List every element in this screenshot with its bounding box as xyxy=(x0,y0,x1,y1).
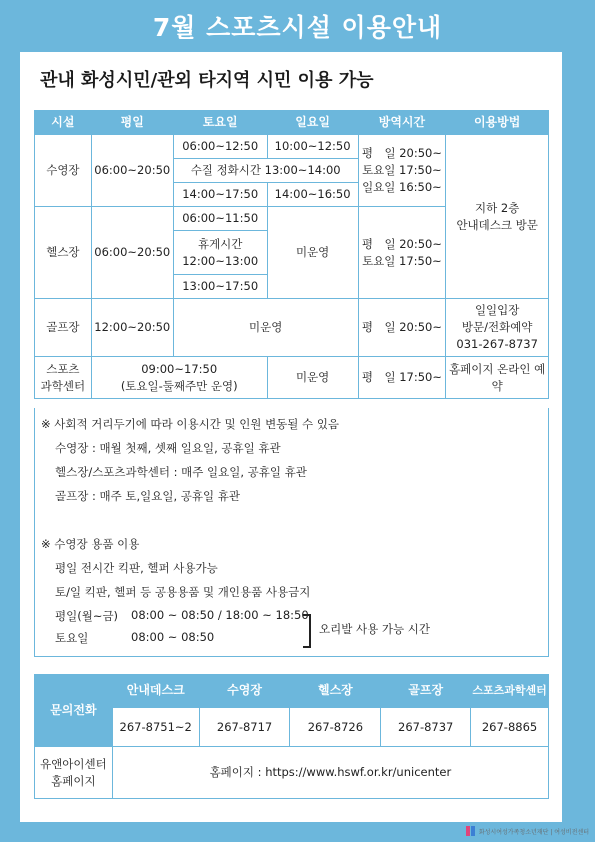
science-method: 홈페이지 온라인 예약 xyxy=(446,357,549,399)
phone-number: 267-8737 xyxy=(381,708,471,747)
science-disinfect: 평 일 17:50~ xyxy=(358,357,446,399)
bracket xyxy=(303,614,311,648)
golf-method-line: 031-267-8737 xyxy=(456,336,538,351)
science-hours-line: 09:00~17:50 xyxy=(141,361,218,376)
swim-sun1: 10:00~12:50 xyxy=(267,135,358,159)
swim-sat2: 14:00~17:50 xyxy=(173,183,267,207)
contact-header: 골프장 xyxy=(381,675,471,708)
phone-number: 267-8865 xyxy=(471,708,549,747)
header-method: 이용방법 xyxy=(446,111,549,135)
swim-sun2: 14:00~16:50 xyxy=(267,183,358,207)
method-line: 지하 2층 xyxy=(475,200,520,215)
note-gym-closed: 헬스장/스포츠과학센터 : 매주 일요일, 공휴일 휴관 xyxy=(55,465,307,479)
homepage-label-line: 유앤아이센터 xyxy=(40,756,107,771)
note-swim-items: ※ 수영장 용품 이용 xyxy=(41,537,140,551)
note-swim-closed: 수영장 : 매월 첫째, 셋째 일요일, 공휴일 휴관 xyxy=(55,441,281,455)
swim-disinfect-line: 토요일 17:50~ xyxy=(362,163,442,178)
note-golf-closed: 골프장 : 매주 토,일요일, 공휴일 휴관 xyxy=(55,489,240,503)
note-weekend-items: 토/일 킥판, 헬퍼 등 공용용품 및 개인용품 사용금지 xyxy=(55,585,311,599)
science-name xyxy=(35,357,92,399)
flipper-note: 오리발 사용 가능 시간 xyxy=(319,622,430,636)
page-title: 7월 스포츠시설 이용안내 xyxy=(152,13,443,42)
golf-weekend: 미운영 xyxy=(173,299,358,357)
swim-disinfect xyxy=(358,135,446,207)
gym-break-time: 12:00~13:00 xyxy=(182,253,259,268)
phone-number: 267-8726 xyxy=(290,708,381,747)
science-hours-note: (토요일-둘째주만 운영) xyxy=(120,378,238,393)
golf-weekday: 12:00~20:50 xyxy=(91,299,173,357)
golf-name: 골프장 xyxy=(35,299,92,357)
gym-name: 헬스장 xyxy=(35,207,92,299)
homepage-url[interactable]: 홈페이지 : https://www.hswf.or.kr/unicenter xyxy=(112,747,548,799)
org-name: 화성시여성가족청소년재단 | 여성비전센터 xyxy=(478,828,589,836)
gym-break-label: 휴게시간 xyxy=(197,236,243,251)
gym-disinfect-line: 평 일 20:50~ xyxy=(361,236,443,251)
note-weekday-items: 평일 전시간 킥판, 헬퍼 사용가능 xyxy=(55,561,218,575)
science-sunday: 미운영 xyxy=(267,357,358,399)
phone-number: 267-8717 xyxy=(199,708,290,747)
gym-sat2: 13:00~17:50 xyxy=(173,275,267,299)
footer xyxy=(466,826,589,836)
homepage-label-line: 홈페이지 xyxy=(51,773,96,788)
note-distancing: ※ 사회적 거리두기에 따라 이용시간 및 인원 변동될 수 있음 xyxy=(41,417,340,431)
swim-name: 수영장 xyxy=(35,135,92,207)
swim-sat1: 06:00~12:50 xyxy=(173,135,267,159)
saturday-times: 08:00 ~ 08:50 xyxy=(131,630,215,644)
gym-sat1: 06:00~11:50 xyxy=(173,207,267,231)
golf-method xyxy=(446,299,549,357)
gym-disinfect xyxy=(358,207,446,299)
contact-header: 수영장 xyxy=(199,675,290,708)
header-facility: 시설 xyxy=(35,111,92,135)
science-name-line: 스포츠 xyxy=(46,361,80,376)
science-name-line: 과학센터 xyxy=(40,378,86,393)
contact-header: 안내데스크 xyxy=(112,675,199,708)
phone-label: 문의전화 xyxy=(35,675,113,747)
method-shared xyxy=(446,135,549,299)
info-card xyxy=(20,52,562,822)
notes-box xyxy=(34,408,549,657)
contact-table xyxy=(34,674,549,799)
header-sunday: 일요일 xyxy=(267,111,358,135)
contact-header: 스포츠과학센터 xyxy=(471,675,549,708)
gym-weekday: 06:00~20:50 xyxy=(91,207,173,299)
saturday-label: 토요일 xyxy=(55,631,89,645)
swim-weekday: 06:00~20:50 xyxy=(91,135,173,207)
science-hours xyxy=(91,357,267,399)
org-logo-icon xyxy=(466,826,476,836)
swim-cleaning: 수질 정화시간 13:00~14:00 xyxy=(173,159,358,183)
golf-method-line: 일일입장 xyxy=(474,303,520,318)
weekday-label: 평일(월~금) xyxy=(55,609,119,623)
phone-number: 267-8751~2 xyxy=(112,708,199,747)
golf-disinfect: 평 일 20:50~ xyxy=(358,299,446,357)
swim-disinfect-line: 일요일 16:50~ xyxy=(362,179,442,194)
header-weekday: 평일 xyxy=(91,111,173,135)
facility-table xyxy=(34,110,549,399)
homepage-label xyxy=(35,747,113,799)
contact-header: 헬스장 xyxy=(290,675,381,708)
swim-disinfect-line: 평 일 20:50~ xyxy=(361,146,443,161)
gym-sunday: 미운영 xyxy=(267,207,358,299)
subtitle: 관내 화성시민/관외 타지역 시민 이용 가능 xyxy=(40,70,374,91)
gym-disinfect-line: 토요일 17:50~ xyxy=(362,253,442,268)
golf-method-line: 방문/전화예약 xyxy=(461,320,533,335)
header-saturday: 토요일 xyxy=(173,111,267,135)
weekday-times: 08:00 ~ 08:50 / 18:00 ~ 18:50 xyxy=(131,608,309,622)
method-line: 안내데스크 방문 xyxy=(456,217,538,232)
header-disinfect: 방역시간 xyxy=(358,111,446,135)
gym-break xyxy=(173,231,267,275)
